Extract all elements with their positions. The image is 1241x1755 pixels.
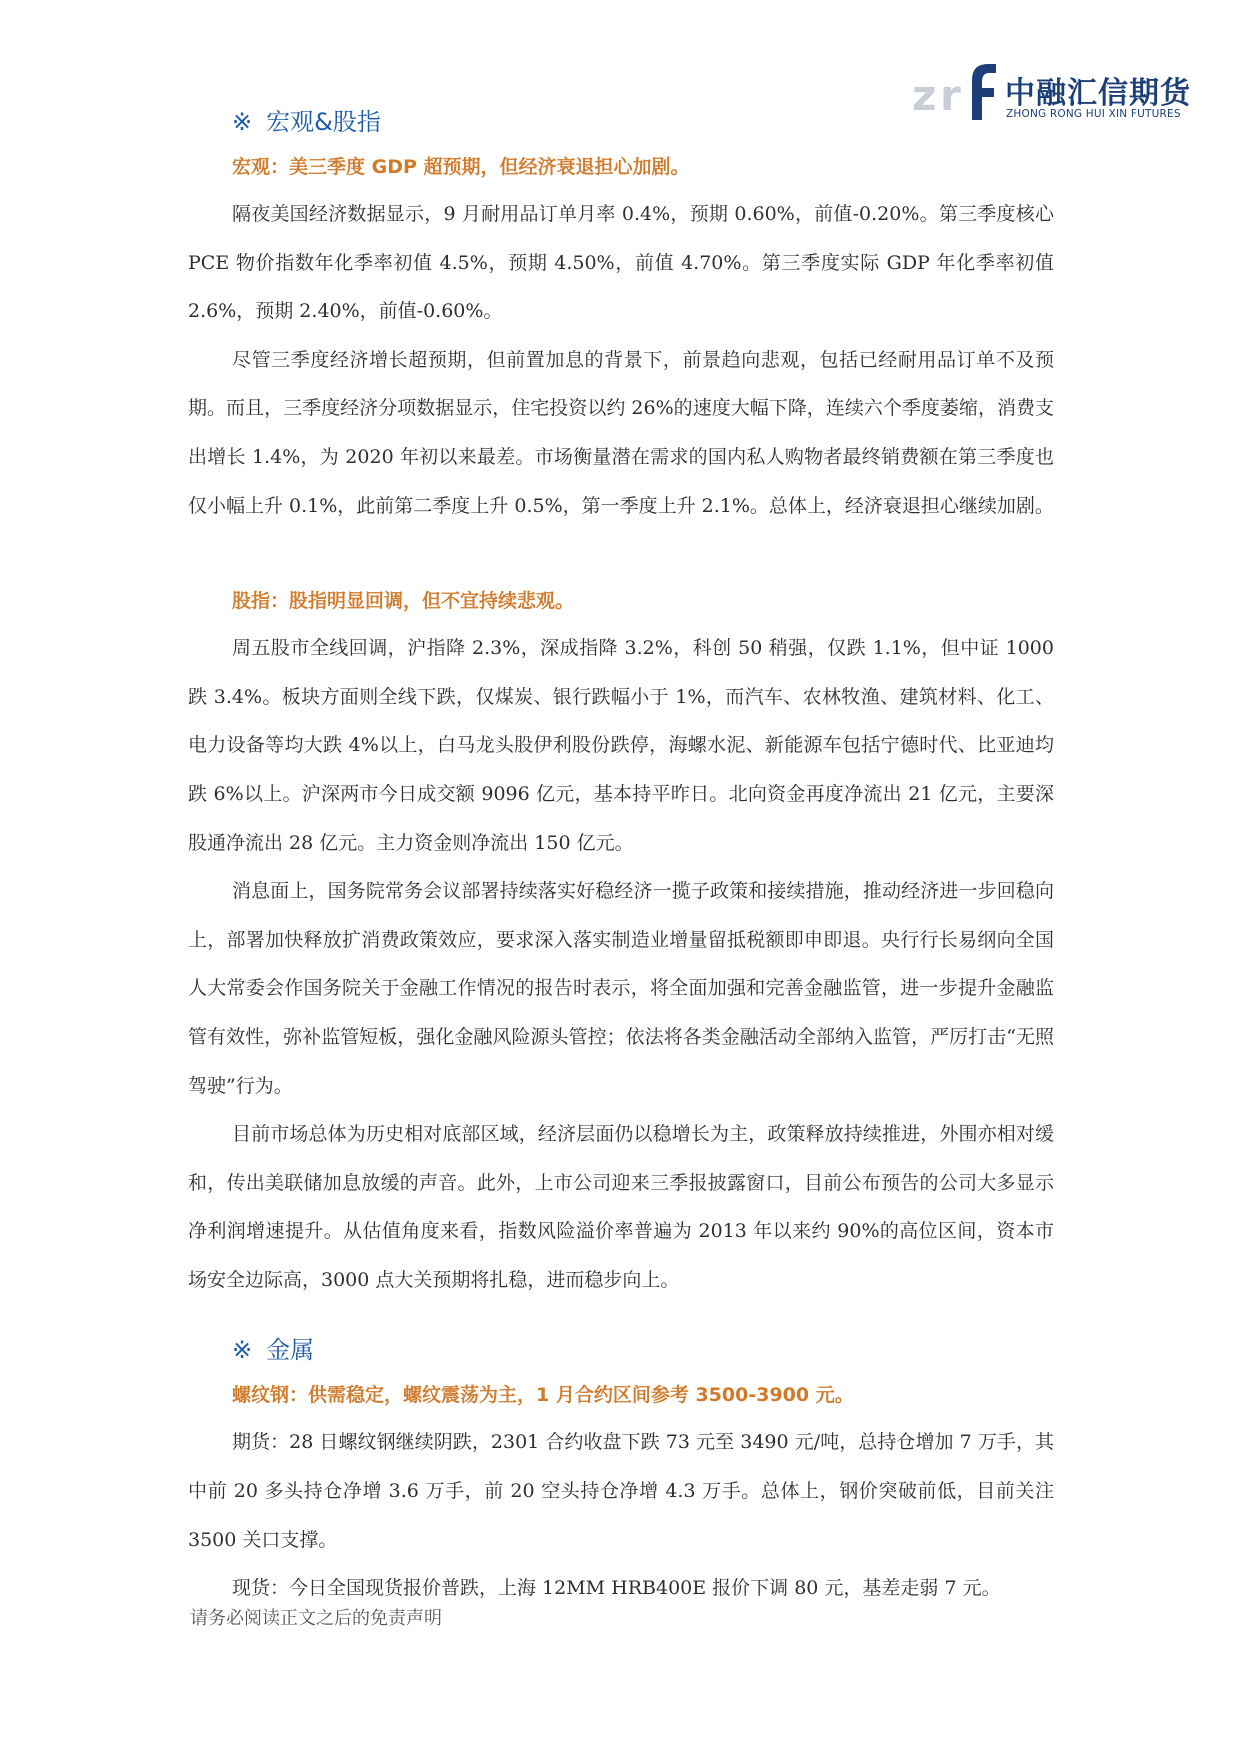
svg-text:z: z xyxy=(912,71,937,120)
section-title-text: 金属 xyxy=(266,1336,315,1365)
paragraph: 期货：28 日螺纹钢继续阴跌，2301 合约收盘下跌 73 元至 3490 元/吨，总持仓增加 7 万手，其中前 20 多头持仓净增 3.6 万手，前 20 空头持仓净增 4.3 万手。总体上，钢价突破前低，目前关注 3500 关口支撑。 xyxy=(188,1431,1054,1551)
subsection-title-stock-index: 股指：股指明显回调，但不宜持续悲观。 xyxy=(232,590,575,613)
paragraph: 目前市场总体为历史相对底部区域，经济层面仍以稳增长为主，政策释放持续推进，外围亦相对缓和，传出美联储加息放缓的声音。此外，上市公司迎来三季报披露窗口，目前公布预告的公司大多显示净利润增速提升。从估值角度来看，指数风险溢价率普遍为 2013 年以来约 90%的高位区间，资本市场安全边际高，3000 点大关预期将扎稳，进而稳步向上。 xyxy=(188,1123,1054,1291)
svg-text:r: r xyxy=(940,71,961,120)
paragraph: 消息面上，国务院常务会议部署持续落实好稳经济一揽子政策和接续措施，推动经济进一步回稳向上，部署加快释放扩消费政策效应，要求深入落实制造业增量留抵税额即申即退。央行行长易纲向全国人大常委会作国务院关于金融工作情况的报告时表示，将全面加强和完善金融监管，进一步提升金融监管有效性，弥补监管短板，强化金融风险源头管控；依法将各类金融活动全部纳入监管，严厉打击“无照驾驶”行为。 xyxy=(188,880,1054,1097)
subsection-title-rebar: 螺纹钢：供需稳定，螺纹震荡为主，1 月合约区间参考 3500-3900 元。 xyxy=(232,1384,854,1407)
logo-name-cn: 中融汇信期货 xyxy=(1005,76,1191,111)
section-heading-macro-index xyxy=(232,100,1054,144)
paragraph: 尽管三季度经济增长超预期，但前置加息的背景下，前景趋向悲观，包括已经耐用品订单不及预期。而且，三季度经济分项数据显示，住宅投资以约 26%的速度大幅下降，连续六个季度萎缩，消费支出增长 1.4%，为 2020 年初以来最差。市场衡量潜在需求的国内私人购物者最终销费额在第三季度也仅小幅上升 0.1%，此前第二季度上升 0.5%，第一季度上升 2.1%。总体上，经济衰退担心继续加剧。 xyxy=(188,348,1054,517)
section-heading-metals xyxy=(232,1328,1054,1372)
subsection-title-macro: 宏观：美三季度 GDP 超预期，但经济衰退担心加剧。 xyxy=(232,156,690,178)
reference-mark-icon: ※ xyxy=(232,1336,253,1365)
disclaimer-footer: 请务必阅读正文之后的免责声明 xyxy=(190,1608,442,1629)
reference-mark-icon: ※ xyxy=(232,108,253,136)
report-body xyxy=(188,100,1054,1613)
paragraph: 现货：今日全国现货报价普跌，上海 12MM HRB400E 报价下调 80 元，基差走弱 7 元。 xyxy=(232,1577,1001,1600)
paragraph: 隔夜美国经济数据显示，9 月耐用品订单月率 0.4%，预期 0.60%，前值-0.20%。第三季度核心 PCE 物价指数年化季率初值 4.5%，预期 4.50%，前值 4.70%。第三季度实际 GDP 年化季率初值 2.6%，预期 2.40%，前值-0.60%。 xyxy=(188,203,1054,323)
logo-name-en: ZHONG RONG HUI XIN FUTURES xyxy=(1006,108,1181,120)
section-title-text: 宏观&股指 xyxy=(266,108,381,136)
paragraph: 周五股市全线回调，沪指降 2.3%，深成指降 3.2%，科创 50 稍强，仅跌 1.1%，但中证 1000 跌 3.4%。板块方面则全线下跌，仅煤炭、银行跌幅小于 1%，而汽车、农林牧渔、建筑材料、化工、电力设备等均大跌 4%以上，白马龙头股伊利股份跌停，海螺水泥、新能源车包括宁德时代、比亚迪均跌 6%以上。沪深两市今日成交额 9096 亿元，基本持平昨日。北向资金再度净流出 21 亿元，主要深股通净流出 28 亿元。主力资金则净流出 150 亿元。 xyxy=(188,637,1054,854)
